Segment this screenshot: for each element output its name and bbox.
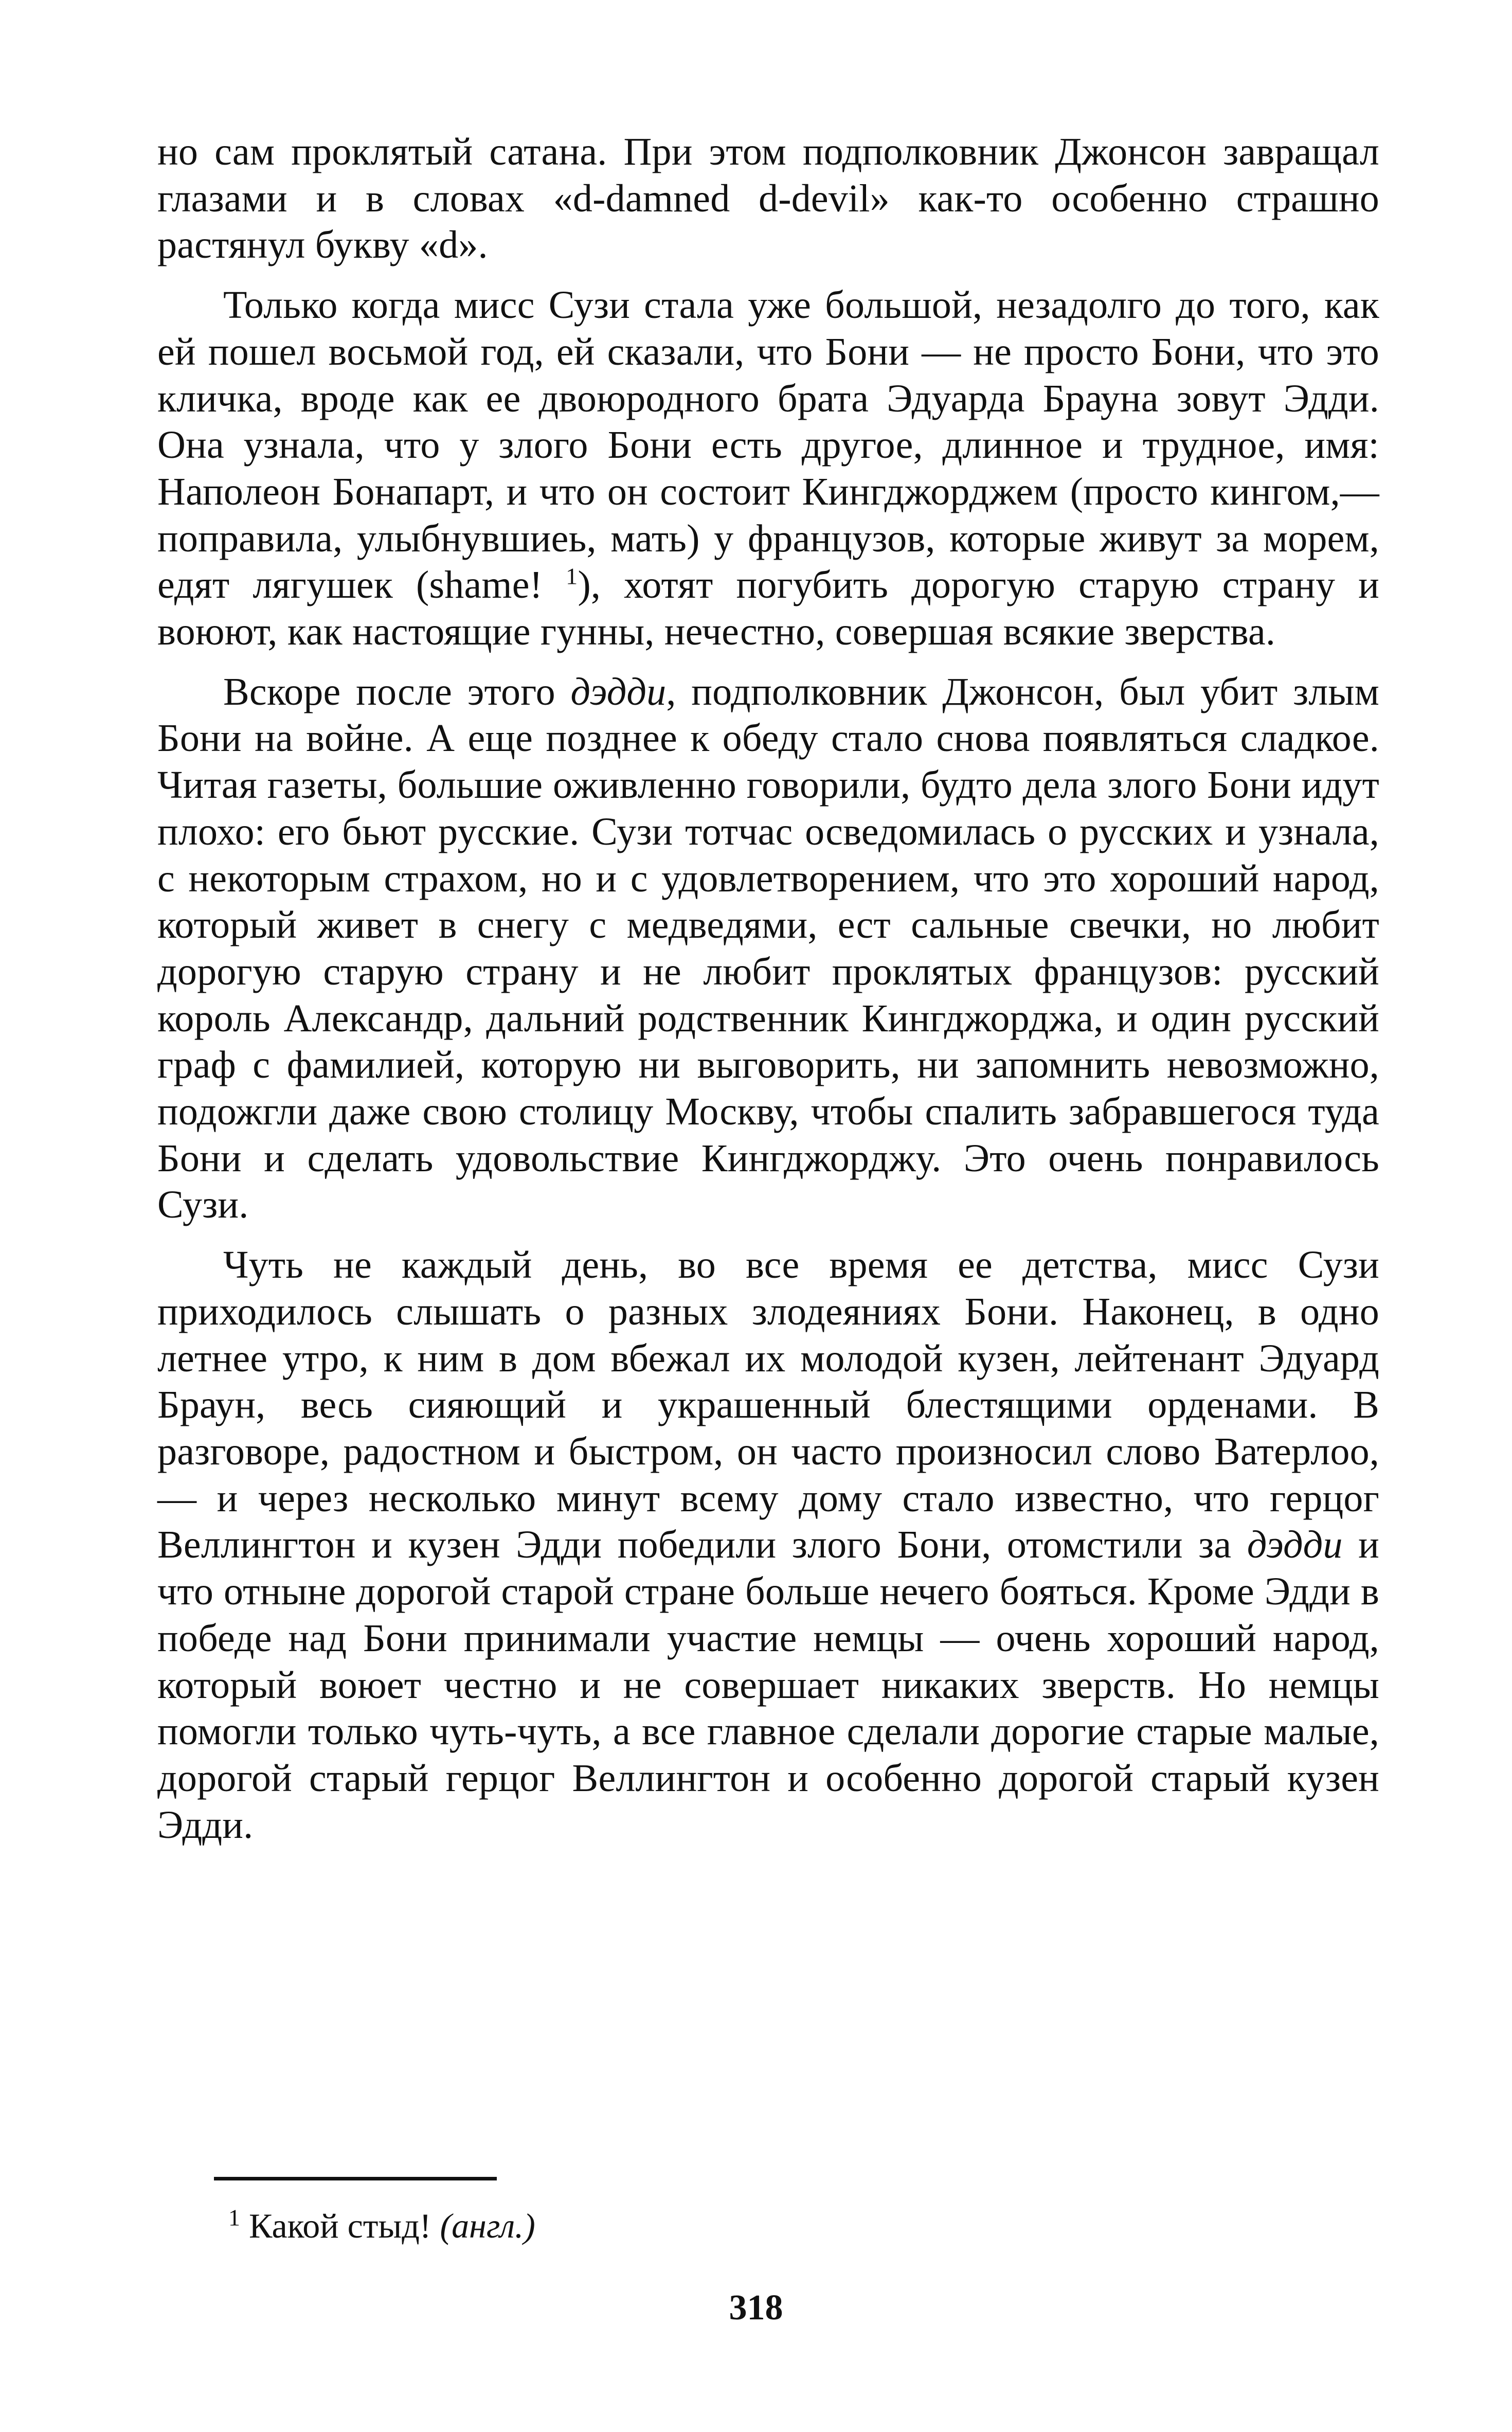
paragraph-4-text-after: и что отныне дорогой старой стране больше нечего бояться. Кроме Эдди в победе над Бони принимали участие немцы — очень хороший народ, который воюет честно и не совершает никаких зверств. Но немцы помогли только чуть-чуть, а все главное сделали дорогие старые малые, дорогой старый герцог Веллингтон и особенно дорогой старый кузен Эдди. bbox=[157, 1523, 1379, 1847]
paragraph-4 bbox=[157, 1242, 1379, 1848]
paragraph-4-text: Чуть не каждый день, во все время ее детства, мисс Сузи приходилось слышать о разных злодеяниях Бони. Наконец, в одно летнее утро, к ним в дом вбежал их молодой кузен, лейтенант Эдуард Браун, весь сияющий и украшенный блестящими орденами. В разговоре, радостном и быстром, он часто произносил слово Ватерлоо,— и через несколько минут всему дому стало известно, что герцог Веллингтон и кузен Эдди победили злого Бони, отомстили за bbox=[157, 1243, 1379, 1567]
footnote-divider bbox=[214, 2177, 497, 2180]
page-number: 318 bbox=[729, 2288, 783, 2328]
paragraph-3-text: , подполковник Джонсон, был убит злым Бони на войне. А еще позднее к обеду стало снова появляться сладкое. Читая газеты, большие оживленно говорили, будто дела злого Бони идут плохо: его бьют русские. Сузи тотчас осведомилась о русских и узнала, с некоторым страхом, но и с удовлетворением, что это хороший народ, который живет в снегу с медведями, ест сальные свечки, но любит дорогую старую страну и не любит проклятых французов: русский король Александр, дальний родственник Кингджорджа, и один русский граф с фамилией, которую ни выговорить, ни запомнить невозможно, подожгли даже свою столицу Москву, чтобы спалить забравшегося туда Бони и сделать удовольствие Кингджорджу. Это очень понравилось Сузи. bbox=[157, 670, 1379, 1227]
footnote-note: (англ.) bbox=[440, 2206, 535, 2245]
paragraph-2-text: Только когда мисс Сузи стала уже большой, незадолго до того, как ей пошел восьмой год, ей сказали, что Бони — не просто Бони, что это кличка, вроде как ее двоюродного брата Эдуарда Брауна зовут Эдди. Она узнала, что у злого Бони есть другое, длинное и трудное, имя: Наполеон Бонапарт, и что он состоит Кингджорджем (просто кингом,— поправила, улыбнувшиеь, мать) у французов, которые живут за морем, едят лягушек bbox=[157, 283, 1379, 607]
paragraph-4-italic: дэдди bbox=[1247, 1523, 1343, 1567]
paragraph-3-italic: дэдди bbox=[570, 670, 667, 713]
footnote-text: Какой стыд! bbox=[249, 2206, 431, 2245]
paragraph-1 bbox=[157, 129, 1379, 269]
shame-quote: (shame! bbox=[416, 563, 543, 607]
body-text bbox=[157, 129, 1379, 1848]
paragraph-2-text-after: ), хотят погубить дорогую старую страну и воюют, как настоящие гунны, нечестно, совершая всякие зверства. bbox=[157, 563, 1380, 654]
footnote-marker: 1 bbox=[566, 563, 578, 589]
paragraph-3 bbox=[157, 669, 1379, 1228]
paragraph-2 bbox=[157, 282, 1379, 655]
footnote bbox=[228, 2203, 535, 2249]
paragraph-3-text-before: Вскоре после этого bbox=[223, 670, 571, 713]
footnote-number: 1 bbox=[228, 2204, 240, 2231]
paragraph-1-text: но сам проклятый сатана. При этом подполковник Джонсон завращал глазами и в словах «d-damned d-devil» как-то особенно страшно растянул букву «d». bbox=[157, 130, 1379, 267]
